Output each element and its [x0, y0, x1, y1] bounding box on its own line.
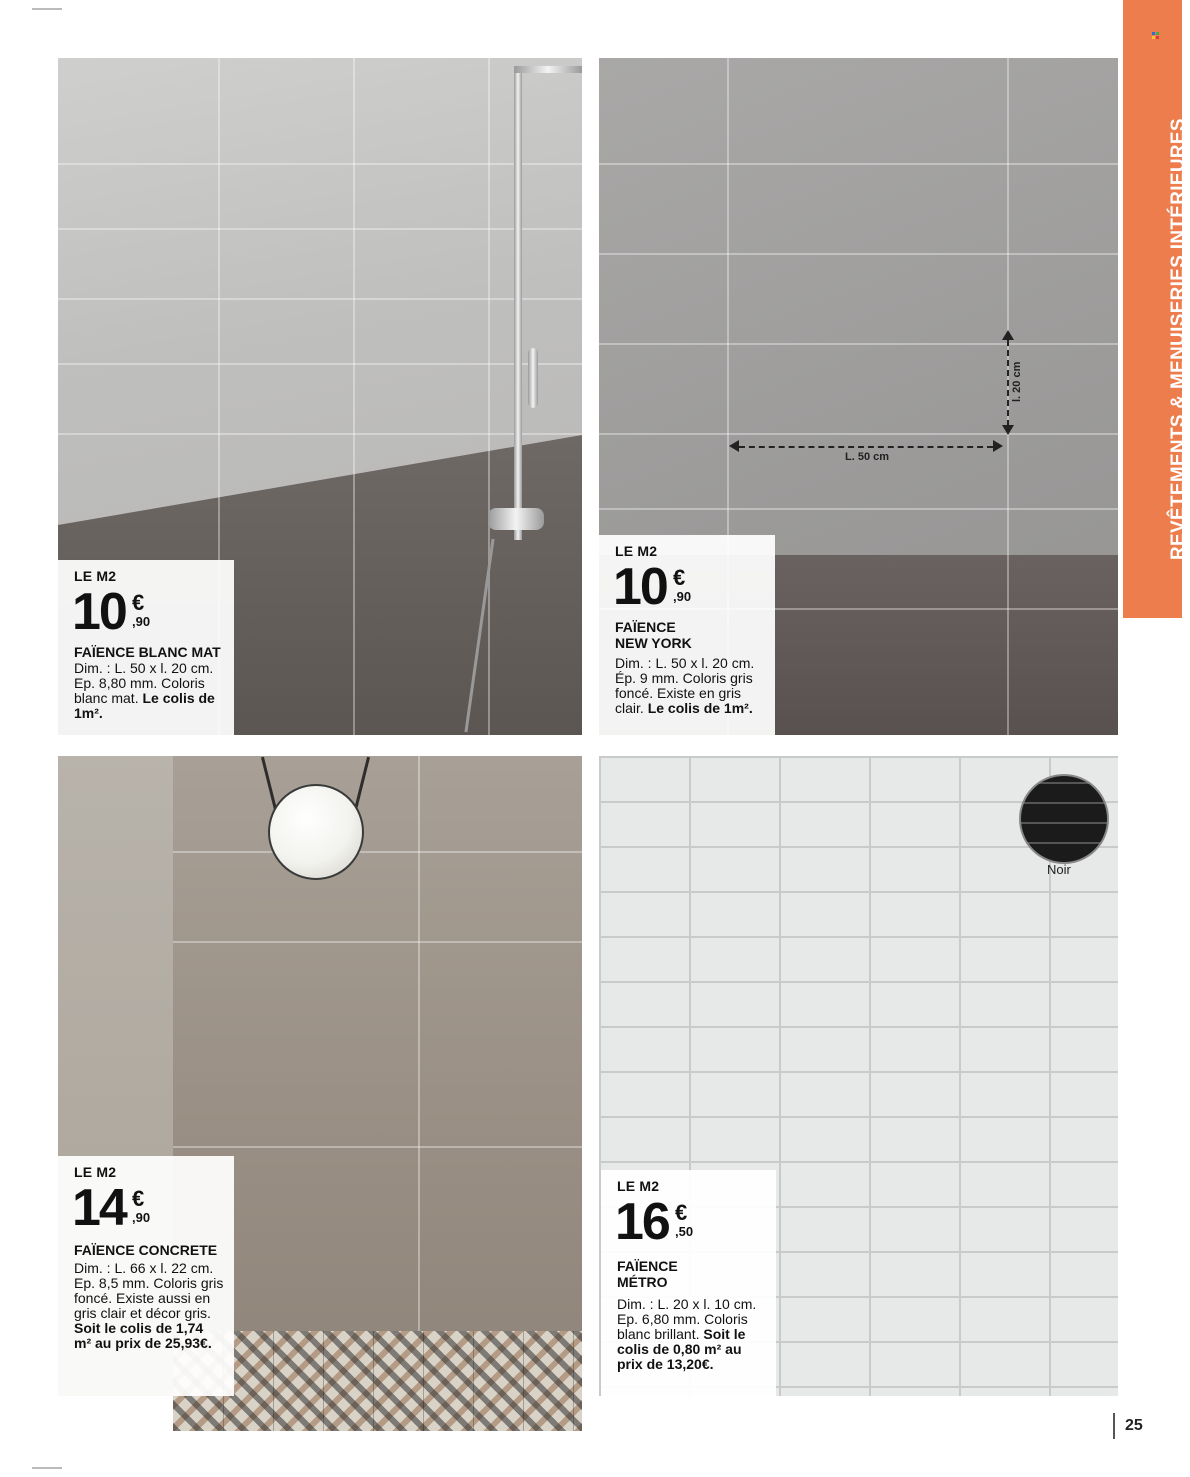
price-integer: 10: [613, 558, 667, 616]
tile-joint: [58, 433, 582, 435]
tile-joint: [353, 58, 355, 735]
width-dimension-label: L. 50 cm: [845, 451, 890, 463]
price-card: [58, 560, 234, 735]
product-name: FAÏENCE MÉTRO: [617, 1258, 678, 1290]
price-unit: LE M2: [74, 568, 117, 584]
tile-joint: [488, 58, 490, 735]
width-dimension-line: [739, 446, 993, 448]
tile-joint: [58, 363, 582, 365]
package-info: Soit le colis de 1,74 m² au prix de 25,93€.: [74, 1320, 212, 1351]
grey-tiles-photo: [599, 58, 1118, 735]
price-cents: ,90: [132, 1210, 151, 1225]
decor-tile: [423, 1331, 474, 1431]
price: [615, 1193, 694, 1251]
arrow-up-icon: [1002, 330, 1014, 340]
crop-mark: [32, 1467, 62, 1469]
package-info: Le colis de 1m².: [647, 700, 753, 716]
price: [72, 583, 151, 641]
noir-color-swatch: [1019, 774, 1109, 864]
shower-pipe: [514, 70, 522, 540]
product-description: [617, 1297, 766, 1372]
price-card: [58, 1156, 234, 1396]
section-title: REVÊTEMENTS & MENUISERIES INTÉRIEURES: [1168, 118, 1189, 560]
currency: €: [132, 1186, 145, 1211]
price-unit: LE M2: [74, 1164, 117, 1180]
package-info: Le colis de 1m².: [74, 690, 215, 721]
product-description: [74, 1261, 224, 1351]
price-card: [601, 1170, 776, 1396]
tile-joint: [418, 756, 420, 1396]
price: [613, 558, 692, 616]
tile-joint: [599, 163, 1118, 165]
shower-wall-photo: [58, 58, 582, 735]
tile-joint: [599, 253, 1118, 255]
price-unit: LE M2: [617, 1178, 660, 1194]
product-description: [74, 661, 224, 721]
price-cents: ,90: [673, 589, 692, 604]
decor-tile: [523, 1331, 574, 1431]
mixer-tap: [488, 508, 544, 530]
tile-joint: [173, 1146, 582, 1148]
description-text: Dim. : L. 20 x l. 10 cm. Ep. 6,80 mm. Coloris blanc brillant.: [617, 1296, 757, 1342]
description-text: Dim. : L. 66 x l. 22 cm. Ep. 8,5 mm. Coloris gris foncé. Existe aussi en gris clair et décor gris.: [74, 1260, 224, 1321]
description-text: Dim. : L. 50 x l. 20 cm. Ép. 9 mm. Coloris gris foncé. Existe en gris clair.: [615, 655, 755, 716]
tile-joint: [173, 941, 582, 943]
tile-joint: [599, 343, 1118, 345]
price-integer: 10: [72, 583, 126, 641]
currency: €: [673, 565, 686, 590]
tile-joint: [58, 163, 582, 165]
variant-label: Noir: [1047, 862, 1071, 877]
product-description: [615, 656, 765, 716]
arrow-down-icon: [1002, 425, 1014, 435]
product-name: FAÏENCE BLANC MAT: [74, 644, 221, 660]
arrow-left-icon: [729, 440, 739, 452]
tile-joint: [58, 228, 582, 230]
currency: €: [132, 590, 145, 615]
tile-joint: [599, 508, 1118, 510]
product-name: FAÏENCE CONCRETE: [74, 1242, 218, 1258]
decor-tile: [273, 1331, 324, 1431]
price-integer: 14: [72, 1179, 126, 1237]
crop-mark: [32, 8, 62, 10]
price: [72, 1179, 151, 1237]
tile-joint: [599, 433, 1118, 435]
decor-tile: [373, 1331, 424, 1431]
height-dimension-label: l. 20 cm: [1011, 361, 1023, 402]
shower-arm: [514, 66, 582, 73]
price-card: [599, 535, 775, 735]
metro-tiles-photo: [599, 756, 1118, 1396]
tile-joint: [58, 298, 582, 300]
package-info: Soit le colis de 0,80 m² au prix de 13,20€.: [617, 1326, 746, 1372]
currency: €: [675, 1200, 688, 1225]
height-dimension-line: [1007, 340, 1009, 426]
tile-joint: [173, 851, 582, 853]
section-tab: [1123, 0, 1189, 618]
arrow-right-icon: [993, 440, 1003, 452]
page-number: 25: [1113, 1413, 1143, 1439]
decor-tile: [323, 1331, 374, 1431]
bathroom-lamp-photo: [58, 756, 582, 1396]
decor-tile: [473, 1331, 524, 1431]
description-text: Dim. : L. 50 x l. 20 cm. Ep. 8,80 mm. Coloris blanc mat.: [74, 660, 214, 706]
brand-dots-icon: [1152, 32, 1162, 40]
shower-handle: [528, 348, 538, 408]
decor-tile-strip: [173, 1331, 582, 1431]
price-cents: ,50: [675, 1224, 694, 1239]
product-name: FAÏENCE NEW YORK: [615, 619, 692, 651]
price-cents: ,90: [132, 614, 151, 629]
price-unit: LE M2: [615, 543, 658, 559]
lamp-globe: [268, 784, 364, 880]
price-integer: 16: [615, 1193, 669, 1251]
